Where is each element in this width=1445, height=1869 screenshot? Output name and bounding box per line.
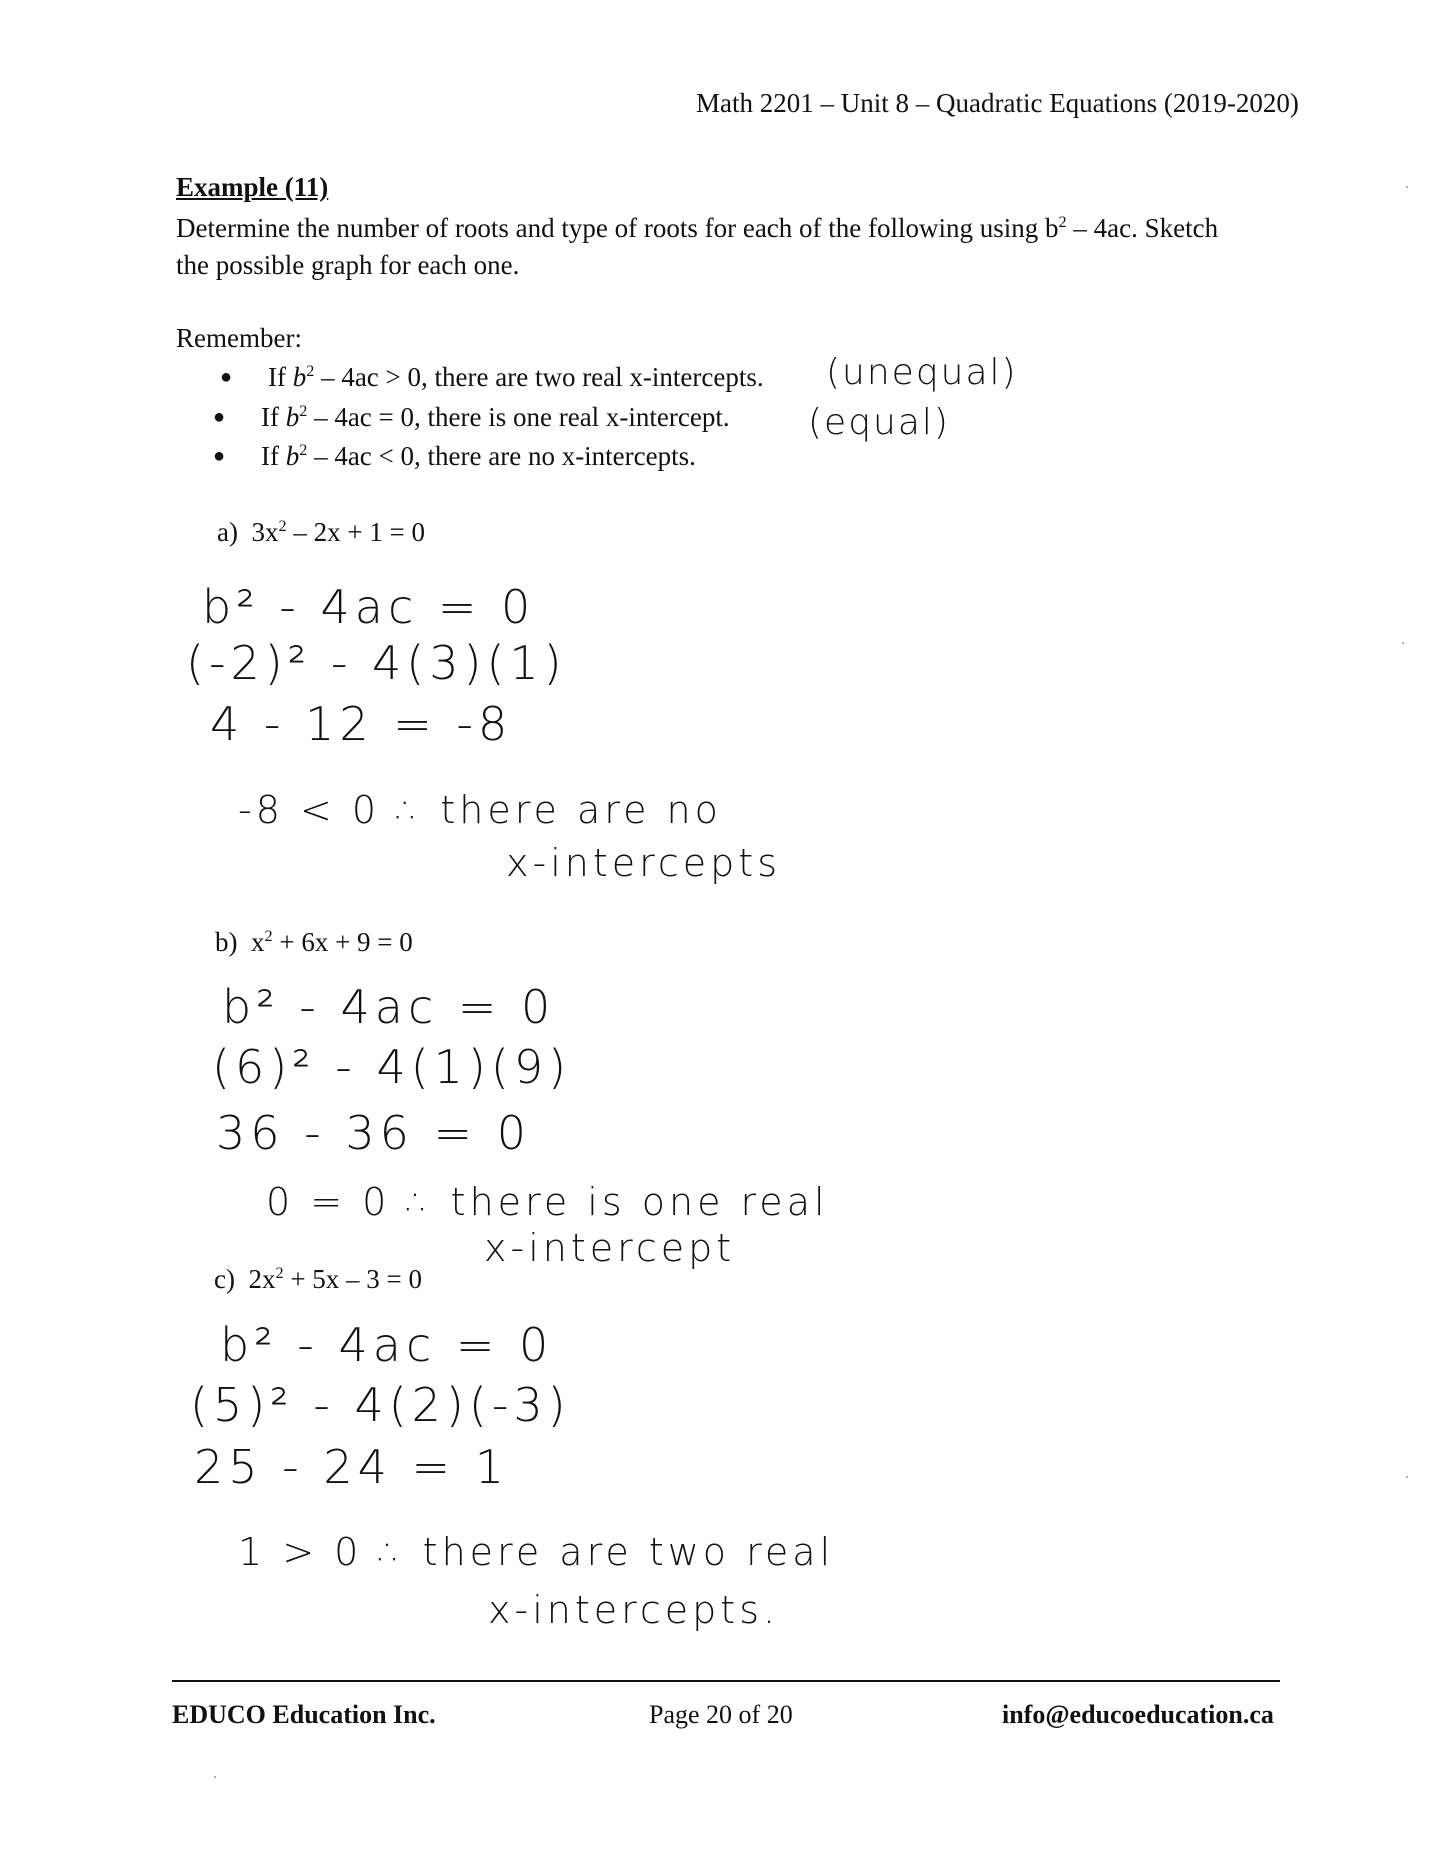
remember-bullet-3	[261, 441, 696, 472]
footer-divider	[172, 1680, 1280, 1682]
part-b-work-line-1: b² - 4ac = 0	[222, 980, 556, 1034]
part-b-eq-superscript: 2	[264, 927, 273, 945]
bullet-text: – 4ac = 0, there is one real x-intercept.	[307, 402, 730, 432]
bullet-text: – 4ac < 0, there are no x-intercepts.	[307, 441, 696, 471]
instructions-line-2: the possible graph for each one.	[176, 250, 520, 280]
part-c-eq-rest: + 5x – 3 = 0	[283, 1264, 423, 1294]
part-c-work-line-3: 25 - 24 = 1	[194, 1440, 509, 1494]
page-header-title: Math 2201 – Unit 8 – Quadratic Equations (2019-2020)	[696, 88, 1299, 118]
part-c-label: c)	[214, 1264, 235, 1294]
part-a-work-line-2: (-2)² - 4(3)(1)	[186, 636, 567, 690]
bullet-variable: b	[292, 362, 307, 392]
part-b-eq-rest: + 6x + 9 = 0	[272, 927, 413, 957]
part-b-work-line-3: 36 - 36 = 0	[216, 1106, 531, 1160]
footer-email: info@educoeducation.ca	[1002, 1700, 1274, 1729]
remember-bullet-2	[261, 402, 730, 433]
bullet-prefix: If	[268, 362, 293, 392]
remember-label: Remember:	[176, 323, 302, 353]
scan-speck	[1406, 186, 1408, 188]
bullet-superscript: 2	[299, 402, 308, 420]
part-a-eq-term: 3x	[251, 517, 279, 547]
handwritten-note-unequal: (unequal)	[826, 352, 1018, 393]
part-a-conclusion-2: x-intercepts	[506, 841, 781, 885]
part-a-equation	[217, 517, 425, 548]
instructions-tail: – 4ac. Sketch	[1066, 213, 1219, 243]
part-a-eq-rest: – 2x + 1 = 0	[286, 517, 426, 547]
part-c-equation	[214, 1264, 422, 1295]
scan-speck	[1406, 1476, 1408, 1478]
part-a-eq-superscript: 2	[278, 517, 287, 535]
part-a-conclusion-1: -8 < 0 ∴ there are no	[238, 788, 722, 832]
example-heading: Example (11)	[176, 172, 329, 202]
bullet-superscript: 2	[299, 441, 308, 459]
remember-bullet-1	[268, 362, 764, 393]
part-a-work-line-1: b² - 4ac = 0	[202, 580, 536, 634]
part-b-eq-term: x	[251, 927, 265, 957]
instructions-line-1	[176, 213, 1218, 244]
part-b-label: b)	[215, 927, 238, 957]
part-c-conclusion-2: x-intercepts.	[488, 1588, 780, 1632]
part-b-conclusion-1: 0 = 0 ∴ there is one real	[266, 1180, 829, 1224]
part-c-eq-term: 2x	[248, 1264, 276, 1294]
part-a-work-line-3: 4 - 12 = -8	[210, 697, 513, 751]
instructions-text: Determine the number of roots and type of roots for each of the following using b	[176, 213, 1059, 243]
footer-page-number: Page 20 of 20	[649, 1700, 793, 1729]
part-b-conclusion-2: x-intercept	[484, 1226, 736, 1270]
part-b-work-line-2: (6)² - 4(1)(9)	[212, 1040, 572, 1094]
instructions-superscript: 2	[1058, 213, 1067, 231]
handwritten-note-equal: (equal)	[808, 402, 950, 443]
footer-company: EDUCO Education Inc.	[172, 1700, 436, 1729]
part-c-conclusion-1: 1 > 0 ∴ there are two real	[238, 1530, 835, 1574]
part-c-eq-superscript: 2	[275, 1264, 284, 1282]
bullet-variable: b	[285, 402, 300, 432]
scan-speck	[214, 1776, 216, 1778]
bullet-prefix: If	[261, 402, 286, 432]
part-c-work-line-1: b² - 4ac = 0	[220, 1318, 554, 1372]
bullet-text: – 4ac > 0, there are two real x-intercepts.	[314, 362, 764, 392]
bullet-variable: b	[285, 441, 300, 471]
scan-speck	[1402, 642, 1404, 644]
bullet-prefix: If	[261, 441, 286, 471]
part-c-work-line-2: (5)² - 4(2)(-3)	[190, 1378, 571, 1432]
bullet-superscript: 2	[306, 362, 315, 380]
part-a-label: a)	[217, 517, 238, 547]
part-b-equation	[215, 927, 413, 958]
